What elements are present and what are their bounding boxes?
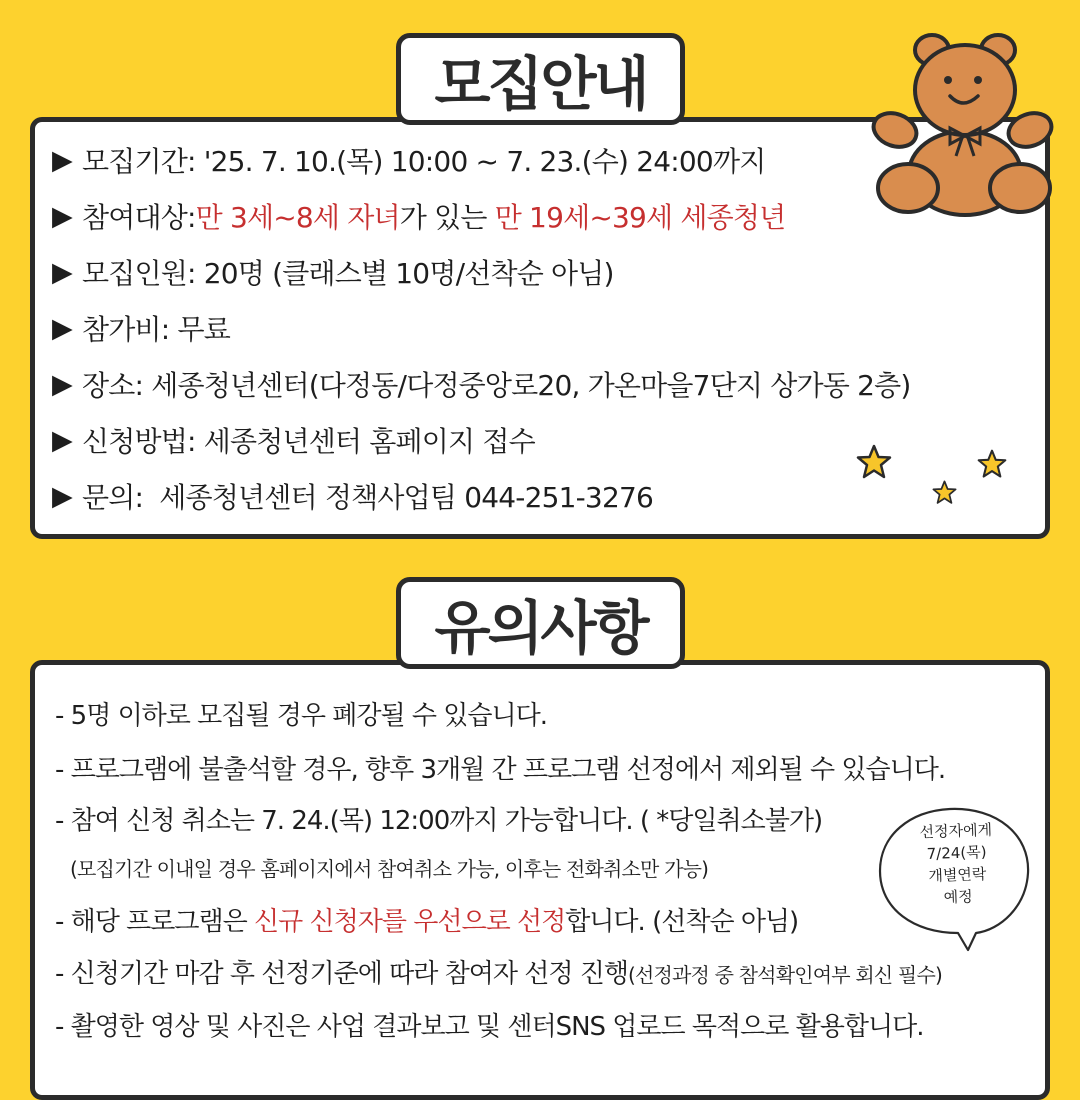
bubble-line: 개별연락 bbox=[928, 864, 987, 885]
note-item: - 5명 이하로 모집될 경우 폐강될 수 있습니다. bbox=[55, 701, 548, 731]
bullet-arrow-icon: ▶ bbox=[52, 424, 72, 456]
bubble-line: 선정자에게 bbox=[919, 820, 993, 842]
recruit-fee bbox=[52, 308, 230, 348]
note-subtext: (모집기간 이내일 경우 홈페이지에서 참여취소 가능, 이후는 전화취소만 가능) bbox=[70, 857, 709, 881]
recruit-method bbox=[52, 420, 535, 460]
recruit-title: 모집안내 bbox=[396, 33, 685, 125]
recruit-contact-text: 문의: 세종청년센터 정책사업팀 044-251-3276 bbox=[81, 481, 653, 514]
bubble-line: 7/24(목) bbox=[926, 842, 987, 864]
bullet-arrow-icon: ▶ bbox=[52, 256, 72, 288]
bullet-arrow-icon: ▶ bbox=[52, 368, 72, 400]
recruit-target-age-youth: 만 19세~39세 세종청년 bbox=[494, 201, 786, 234]
bullet-arrow-icon: ▶ bbox=[52, 144, 72, 176]
note-item: - 프로그램에 불출석할 경우, 향후 3개월 간 프로그램 선정에서 제외될 수 있습니다. bbox=[55, 755, 946, 785]
note-selection-main: - 신청기간 마감 후 선정기준에 따라 참여자 선정 진행 bbox=[55, 959, 628, 989]
recruit-target bbox=[52, 196, 785, 236]
recruit-headcount bbox=[52, 252, 614, 292]
star-icon bbox=[932, 480, 957, 505]
bubble-line: 예정 bbox=[943, 887, 973, 907]
recruit-place-text: 장소: 세종청년센터(다정동/다정중앙로20, 가온마을7단지 상가동 2층) bbox=[81, 369, 911, 402]
note-priority-suffix: 합니다. (선착순 아님) bbox=[565, 907, 799, 937]
recruit-target-prefix: 참여대상: bbox=[81, 201, 196, 234]
recruit-contact bbox=[52, 476, 653, 516]
note-item: - 참여 신청 취소는 7. 24.(목) 12:00까지 가능합니다. ( *당일취소불가) bbox=[55, 806, 823, 836]
recruit-period-text: 모집기간: '25. 7. 10.(목) 10:00 ~ 7. 23.(수) 24:00까지 bbox=[81, 145, 766, 178]
note-priority-highlight: 신규 신청자를 우선으로 선정 bbox=[254, 907, 566, 937]
note-item bbox=[55, 901, 798, 938]
recruit-headcount-text: 모집인원: 20명 (클래스별 10명/선착순 아님) bbox=[81, 257, 614, 290]
recruit-target-mid: 가 있는 bbox=[399, 201, 495, 234]
note-item: - 촬영한 영상 및 사진은 사업 결과보고 및 센터SNS 업로드 목적으로 활용합니다. bbox=[55, 1012, 924, 1042]
note-item bbox=[55, 953, 942, 990]
star-icon bbox=[856, 444, 892, 480]
note-priority-prefix: - 해당 프로그램은 bbox=[55, 907, 254, 937]
recruit-fee-text: 참가비: 무료 bbox=[81, 313, 230, 346]
note-selection-small: (선정과정 중 참석확인여부 회신 필수) bbox=[627, 963, 942, 987]
speech-bubble-text bbox=[894, 818, 1021, 910]
recruit-period bbox=[52, 140, 765, 180]
bullet-arrow-icon: ▶ bbox=[52, 312, 72, 344]
recruit-target-age-children: 만 3세~8세 자녀 bbox=[195, 201, 400, 234]
notes-title: 유의사항 bbox=[396, 577, 685, 669]
teddy-bear-icon bbox=[870, 28, 1055, 218]
recruit-place bbox=[52, 364, 911, 404]
star-icon bbox=[977, 449, 1007, 479]
bullet-arrow-icon: ▶ bbox=[52, 480, 72, 512]
recruit-method-text: 신청방법: 세종청년센터 홈페이지 접수 bbox=[81, 425, 535, 458]
bullet-arrow-icon: ▶ bbox=[52, 200, 72, 232]
